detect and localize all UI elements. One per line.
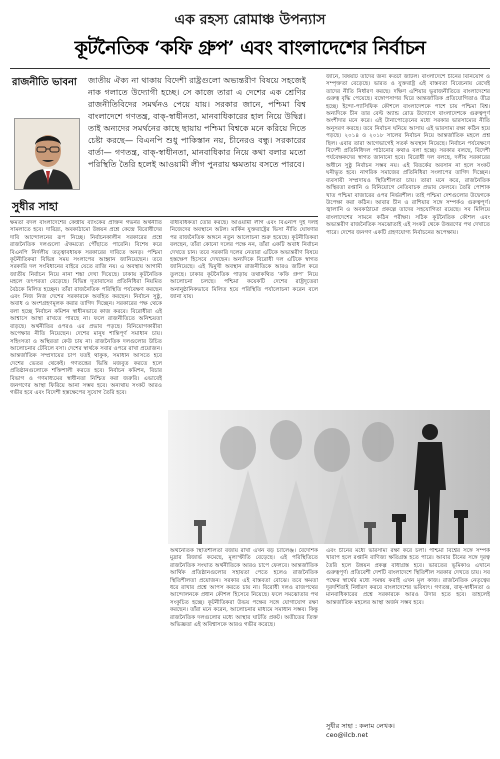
- author-photo: [14, 118, 80, 190]
- body-column-1: ক্ষমতা বদল বাংলাদেশের কেন্দ্রীয় ব্যাংকের প্রাক্তন গভর্নর অর্থনীতি সামলাতে হবে। দারিদ্র্য, অবকাঠামো উন্নয়ন প্রশ্নে কেন্দ্রে বিরোধীদের দাবি আন্দোলনের রূপ নিচ্ছে। নির্বাচনকালীন সরকারের প্রশ্নে রাজনৈতিক দলগুলো ঐকমত্যে পৌঁছাতে পারেনি। বিশেষ করে বিএনপি নির্দলীয় তত্ত্বাবধায়ক সরকারের দাবিতে অনড়। পশ্চিমা কূটনীতিকরা বিভিন্ন সময় সংলাপের আহ্বান জানিয়েছেন। তবে সরকারি দল সংবিধানের বাইরে যেতে রাজি নয়। এ অবস্থায় আগামী জাতীয় নির্বাচন নিয়ে নানা শঙ্কা দেখা দিয়েছে। ঢাকায় কূটনৈতিক মহলে তৎপরতা বেড়েছে। বিভিন্ন দূতাবাসের প্রতিনিধিরা নিয়মিত বৈঠকে মিলিত হচ্ছেন। তাঁরা রাজনৈতিক পরিস্থিতি পর্যবেক্ষণ করছেন এবং নিজ নিজ দেশের সরকারকে অবহিত করছেন। নির্বাচন সুষ্ঠু, অবাধ ও অংশগ্রহণমূলক করার তাগিদ দিচ্ছেন। সরকারের পক্ষ থেকে বলা হচ্ছে নির্বাচন কমিশন স্বাধীনভাবে কাজ করবে। বিরোধীরা এই আশ্বাসে আস্থা রাখতে পারছে না। ফলে রাজনীতিতে অনিশ্চয়তা বাড়ছে। অর্থনীতির ওপরও এর প্রভাব পড়ছে। বিনিয়োগকারীরা অপেক্ষার নীতি নিয়েছেন। দেশের মানুষ শান্তিপূর্ণ সমাধান চায়। সহিংসতা ও অস্থিরতা কেউ চায় না। রাজনৈতিক দলগুলোর উচিত আলোচনার টেবিলে বসা। দেশের স্বার্থকে সবার ওপরে রাখা প্রয়োজন। আন্তর্জাতিক সম্প্রদায়ের চাপ যতই থাকুক, সমাধান আসতে হবে দেশের ভেতর থেকেই। গণতন্ত্রের ভিত্তি মজবুত করতে হলে প্রতিষ্ঠানগুলোকে শক্তিশালী করতে হবে। নির্বাচন কমিশন, বিচার বিভাগ ও গণমাধ্যমের স্বাধীনতা নিশ্চিত করা জরুরি। এভাবেই জনগণের আস্থা ফিরিয়ে আনা সম্ভব হবে। অন্যথায় সংকট আরও গভীর হবে এবং বিদেশী হস্তক্ষেপের সুযোগ তৈরি হবে।: [10, 220, 162, 397]
- kicker-title: এক রহস্য রোমাঞ্চ উপন্যাস: [174, 12, 326, 28]
- author-footer-line: সুধীর সাহা : কলাম লেখক।: [326, 722, 395, 730]
- illustration: [168, 410, 490, 544]
- column-label: রাজনীতি ভাবনা: [12, 77, 77, 88]
- author-email: ceo@ilcb.net: [326, 731, 369, 739]
- lede-divider: [10, 216, 318, 217]
- body-column-2-lower: অর্থনৈতিক স্থিতিশীলতা বজায় রাখা এখন বড় চ্যালেঞ্জ। বৈদেশিক মুদ্রার রিজার্ভ কমেছে, মূল্যস্ফীতি বেড়েছে। এই পরিস্থিতিতে রাজনৈতিক সংঘাত অর্থনীতিকে আরও চাপে ফেলবে। আন্তর্জাতিক আর্থিক প্রতিষ্ঠানগুলোর সহায়তা পেতে হলেও রাজনৈতিক স্থিতিশীলতা প্রয়োজন। সরকার এই বাস্তবতা বোঝে। তবে ক্ষমতা ধরে রাখার প্রশ্নে আপস করতে চায় না। বিরোধী দলও রাজপথের আন্দোলনকে প্রধান কৌশল হিসেবে নিয়েছে। ফলে সমঝোতার পথ সংকুচিত হচ্ছে। কূটনীতিকরা উভয় পক্ষের সঙ্গে যোগাযোগ রক্ষা করছেন। তাঁরা মনে করেন, আলোচনার মাধ্যমে সমাধান সম্ভব। কিন্তু রাজনৈতিক দলগুলোর মধ্যে আস্থার ঘাটতি প্রকট। অতীতের তিক্ত অভিজ্ঞতা এই অবিশ্বাসকে আরও গভীর করেছে।: [170, 548, 318, 629]
- body-column-3-lower: এবং চীনের মধ্যে ভারসাম্য রক্ষা করে চলা। পশ্চিমা বিশ্বের সঙ্গে সম্পর্ক খারাপ হলে রপ্তানি বাণিজ্য ক্ষতিগ্রস্ত হতে পারে। আবার চীনের সঙ্গে দূরত্ব তৈরি হলে উন্নয়ন প্রকল্প বাধাগ্রস্ত হবে। ভারতের ভূমিকাও এখানে গুরুত্বপূর্ণ। প্রতিবেশী দেশটি বাংলাদেশে স্থিতিশীল সরকার দেখতে চায়। সব পক্ষের স্বার্থের মধ্যে সমন্বয় করাই এখন মূল কাজ। রাজনৈতিক নেতৃত্বের দূরদর্শিতাই নির্ধারণ করবে বাংলাদেশের ভবিষ্যৎ। গণতন্ত্র, বাক্‌-স্বাধীনতা ও মানবাধিকারের প্রশ্নে সরকারকে আরও উদার হতে হবে। তাহলেই আন্তর্জাতিক মহলের আস্থা অর্জন সম্ভব হবে।: [326, 548, 490, 606]
- author-portrait-icon: [15, 119, 80, 190]
- author-footer: [326, 722, 490, 740]
- headline-divider: [10, 68, 490, 69]
- body-column-2: বাধ্যবাধকতা তৈরি করছে। আওয়ামী লীগ এবং বিএনপি দুই দলই নিজেদের অবস্থানে অটল। মার্কিন যুক্তরাষ্ট্রের ভিসা নীতি ঘোষণার পর রাজনৈতিক অঙ্গনে নতুন আলোচনা শুরু হয়েছে। কূটনীতিকরা বলছেন, তাঁরা কোনো দলের পক্ষে নন, তাঁরা একটি অবাধ নির্বাচন দেখতে চান। তবে সরকারি দলের নেতারা এটিকে অভ্যন্তরীণ বিষয়ে হস্তক্ষেপ হিসেবে দেখছেন। অন্যদিকে বিরোধী দল এটিকে স্বাগত জানিয়েছে। এই দ্বিমুখী অবস্থান রাজনীতিকে আরও জটিল করে তুলছে। ঢাকার কূটনৈতিক পাড়ায় তথাকথিত ‘কফি গ্রুপ’ নিয়ে আলোচনা চলছে। পশ্চিমা কয়েকটি দেশের রাষ্ট্রদূতেরা অনানুষ্ঠানিকভাবে মিলিত হয়ে পরিস্থিতি পর্যালোচনা করেন বলে জানা যায়।: [170, 220, 318, 301]
- headline: কূটনৈতিক ‘কফি গ্রুপ’ এবং বাংলাদেশের নির্বাচন: [74, 37, 426, 59]
- author-name: সুধীর সাহা: [12, 200, 58, 213]
- body-column-3: জানে, বিষয়টি তাদের জন্য কতটা জটিল। বাংলাদেশে চীনের বিনিয়োগ ও সম্পৃক্ততা বেড়েছে। ভারত ও যুক্তরাষ্ট্র এই বাস্তবতা বিবেচনায় রেখেই তাদের নীতি নির্ধারণ করছে। দক্ষিণ এশিয়ার ভূরাজনীতিতে বাংলাদেশের গুরুত্ব বৃদ্ধি পেয়েছে। বঙ্গোপসাগর ঘিরে আন্তর্জাতিক প্রতিযোগিতাও তীব্র হচ্ছে। ইন্দো-প্যাসিফিক কৌশলে বাংলাদেশকে পাশে চায় পশ্চিমা বিশ্ব। অন্যদিকে চীন তার বেল্ট অ্যান্ড রোড উদ্যোগে বাংলাদেশকে গুরুত্বপূর্ণ অংশীদার মনে করে। এই টানাপোড়েনের মধ্যে সরকার ভারসাম্যের নীতি অনুসরণ করছে। তবে নির্বাচন ঘনিয়ে আসায় এই ভারসাম্য রক্ষা কঠিন হয়ে পড়ছে। ২০১৪ ও ২০১৮ সালের নির্বাচন নিয়ে আন্তর্জাতিক মহলে প্রশ্ন ছিল। এবার তারা আগেভাগেই সতর্ক অবস্থান নিয়েছে। নির্বাচন পর্যবেক্ষণে বিদেশী প্রতিনিধিদল পাঠানোর কথাও বলা হচ্ছে। সরকার বলছে, বিদেশী পর্যবেক্ষকদের স্বাগত জানানো হবে। বিরোধী দল বলছে, দলীয় সরকারের অধীনে সুষ্ঠু নির্বাচন সম্ভব নয়। এই বিতর্কের অবসান না হলে সংকট ঘনীভূত হবে। নাগরিক সমাজের প্রতিনিধিরা সংলাপের তাগিদ দিচ্ছেন। ব্যবসায়ী সম্প্রদায়ও স্থিতিশীলতা চায়। তারা মনে করে, রাজনৈতিক অস্থিরতা রপ্তানি ও বিনিয়োগে নেতিবাচক প্রভাব ফেলবে। তৈরি পোশাক খাত পশ্চিমা বাজারের ওপর নির্ভরশীল। তাই পশ্চিমা দেশগুলোর উদ্বেগকে উপেক্ষা করা কঠিন। আবার চীন ও রাশিয়ার সঙ্গে সম্পর্কও গুরুত্বপূর্ণ। জ্বালানি ও অবকাঠামো প্রকল্পে তাদের সহযোগিতা রয়েছে। সব মিলিয়ে বাংলাদেশের সামনে কঠিন পরীক্ষা। সঠিক কূটনৈতিক কৌশল এবং অভ্যন্তরীণ রাজনৈতিক সমঝোতাই এই সংকট থেকে উত্তরণের পথ দেখাতে পারে। দেশের জনগণ একটি গ্রহণযোগ্য নির্বাচনের অপেক্ষায়।: [326, 74, 490, 236]
- lede-paragraph: জাতীয় ঐক্য না থাকায় বিদেশী রাষ্ট্রগুলো অভ্যন্তরীণ বিষয়ে সহজেই নাক গলাতে উদ্যোগী হচ্ছে। সে কাজে তারা এ দেশের এক শ্রেণির রাজনীতিবিদের সমর্থনও পেয়ে যায়। সরকার জানে, পশ্চিমা বিশ্ব বাংলাদেশে গণতন্ত্র, বাক্‌-স্বাধীনতা, মানবাধিকারের হাল নিয়ে উদ্বিগ্ন। তাই অন্যদের সমর্থনের কাছে ছায়ায় পশ্চিমা বিশ্বকে মনে করিয়ে দিতে চেষ্টা করছে— বিএনপি শুধু পাকিস্তান নয়, চীনেরও বন্ধু। সরকারের বার্তা— গণতন্ত্র, বাক্‌-স্বাধীনতা, মানবাধিকার নিয়ে কথা বলার মতো পরিস্থিতি তৈরি হলেই আওয়ামী লীগ পুনরায় ক্ষমতায় বসতে পারবে।: [88, 75, 306, 169]
- chess-silhouette-illustration-icon: [168, 410, 490, 544]
